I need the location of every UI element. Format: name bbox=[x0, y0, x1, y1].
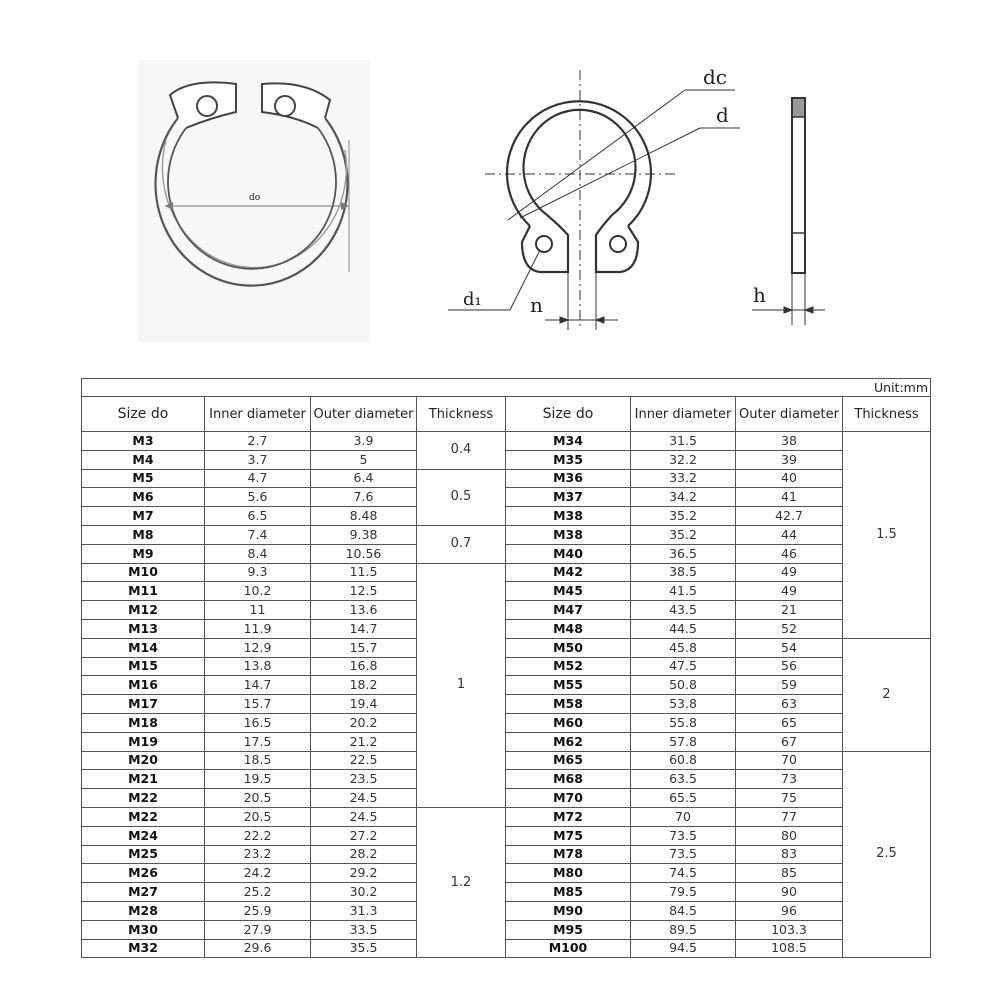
size-cell: M13 bbox=[82, 619, 205, 638]
header-thickness: Thickness bbox=[417, 397, 506, 432]
outer-diameter-cell: 19.4 bbox=[311, 695, 417, 714]
table-row bbox=[82, 920, 931, 939]
inner-diameter-cell: 13.8 bbox=[205, 657, 311, 676]
outer-diameter-cell: 42.7 bbox=[736, 507, 843, 526]
thickness-cell: 0.7 bbox=[417, 525, 506, 563]
table-row bbox=[82, 770, 931, 789]
outer-diameter-cell: 10.56 bbox=[311, 544, 417, 563]
outer-diameter-cell: 90 bbox=[736, 883, 843, 902]
thickness-cell: 2.5 bbox=[843, 751, 931, 958]
table-row bbox=[82, 713, 931, 732]
inner-diameter-cell: 38.5 bbox=[631, 563, 736, 582]
size-cell: M24 bbox=[82, 826, 205, 845]
table-row bbox=[82, 826, 931, 845]
outer-diameter-cell: 46 bbox=[736, 544, 843, 563]
spec-table bbox=[81, 378, 931, 958]
inner-diameter-cell: 32.2 bbox=[631, 450, 736, 469]
size-cell: M11 bbox=[82, 582, 205, 601]
outer-diameter-cell: 15.7 bbox=[311, 638, 417, 657]
inner-diameter-cell: 35.2 bbox=[631, 525, 736, 544]
inner-diameter-cell: 73.5 bbox=[631, 845, 736, 864]
table-row bbox=[82, 638, 931, 657]
inner-diameter-cell: 65.5 bbox=[631, 789, 736, 808]
outer-diameter-cell: 38 bbox=[736, 432, 843, 451]
size-cell: M50 bbox=[506, 638, 631, 657]
table-row bbox=[82, 789, 931, 808]
outer-diameter-cell: 11.5 bbox=[311, 563, 417, 582]
outer-diameter-cell: 24.5 bbox=[311, 789, 417, 808]
outer-diameter-cell: 65 bbox=[736, 713, 843, 732]
outer-diameter-cell: 83 bbox=[736, 845, 843, 864]
inner-diameter-cell: 63.5 bbox=[631, 770, 736, 789]
thickness-cell: 1 bbox=[417, 563, 506, 807]
size-cell: M75 bbox=[506, 826, 631, 845]
size-cell: M16 bbox=[82, 676, 205, 695]
outer-diameter-cell: 21.2 bbox=[311, 732, 417, 751]
outer-diameter-cell: 49 bbox=[736, 582, 843, 601]
inner-diameter-cell: 6.5 bbox=[205, 507, 311, 526]
inner-diameter-cell: 23.2 bbox=[205, 845, 311, 864]
inner-diameter-cell: 15.7 bbox=[205, 695, 311, 714]
outer-diameter-cell: 44 bbox=[736, 525, 843, 544]
outer-diameter-cell: 75 bbox=[736, 789, 843, 808]
table-row bbox=[82, 450, 931, 469]
table-row bbox=[82, 845, 931, 864]
outer-diameter-cell: 8.48 bbox=[311, 507, 417, 526]
size-cell: M65 bbox=[506, 751, 631, 770]
outer-diameter-cell: 35.5 bbox=[311, 939, 417, 958]
header-size: Size do bbox=[82, 397, 205, 432]
table-row bbox=[82, 601, 931, 620]
outer-diameter-cell: 23.5 bbox=[311, 770, 417, 789]
header-inner-diameter: Inner diameter bbox=[631, 397, 736, 432]
inner-diameter-cell: 94.5 bbox=[631, 939, 736, 958]
circlip-front-view bbox=[448, 70, 740, 330]
header-row bbox=[82, 397, 931, 432]
size-cell: M12 bbox=[82, 601, 205, 620]
outer-diameter-cell: 30.2 bbox=[311, 883, 417, 902]
size-cell: M21 bbox=[82, 770, 205, 789]
size-cell: M85 bbox=[506, 883, 631, 902]
thickness-cell: 0.5 bbox=[417, 469, 506, 525]
size-cell: M3 bbox=[82, 432, 205, 451]
inner-diameter-cell: 7.4 bbox=[205, 525, 311, 544]
outer-diameter-cell: 9.38 bbox=[311, 525, 417, 544]
inner-diameter-cell: 89.5 bbox=[631, 920, 736, 939]
table-row bbox=[82, 883, 931, 902]
inner-diameter-cell: 12.9 bbox=[205, 638, 311, 657]
inner-diameter-cell: 3.7 bbox=[205, 450, 311, 469]
outer-diameter-cell: 18.2 bbox=[311, 676, 417, 695]
table-row bbox=[82, 751, 931, 770]
size-cell: M10 bbox=[82, 563, 205, 582]
size-cell: M18 bbox=[82, 713, 205, 732]
outer-diameter-cell: 27.2 bbox=[311, 826, 417, 845]
outer-diameter-cell: 77 bbox=[736, 807, 843, 826]
size-cell: M14 bbox=[82, 638, 205, 657]
size-cell: M35 bbox=[506, 450, 631, 469]
outer-diameter-cell: 41 bbox=[736, 488, 843, 507]
outer-diameter-cell: 39 bbox=[736, 450, 843, 469]
outer-diameter-cell: 6.4 bbox=[311, 469, 417, 488]
table-row bbox=[82, 563, 931, 582]
size-cell: M28 bbox=[82, 901, 205, 920]
size-cell: M47 bbox=[506, 601, 631, 620]
n-label: n bbox=[530, 293, 543, 317]
size-cell: M17 bbox=[82, 695, 205, 714]
table-row bbox=[82, 582, 931, 601]
inner-diameter-cell: 17.5 bbox=[205, 732, 311, 751]
size-cell: M68 bbox=[506, 770, 631, 789]
size-cell: M45 bbox=[506, 582, 631, 601]
inner-diameter-cell: 27.9 bbox=[205, 920, 311, 939]
size-cell: M70 bbox=[506, 789, 631, 808]
inner-diameter-cell: 45.8 bbox=[631, 638, 736, 657]
inner-diameter-cell: 50.8 bbox=[631, 676, 736, 695]
outer-diameter-cell: 21 bbox=[736, 601, 843, 620]
inner-diameter-cell: 24.2 bbox=[205, 864, 311, 883]
size-cell: M95 bbox=[506, 920, 631, 939]
dc-label: dc bbox=[703, 65, 728, 89]
outer-diameter-cell: 5 bbox=[311, 450, 417, 469]
outer-diameter-cell: 103.3 bbox=[736, 920, 843, 939]
inner-diameter-cell: 43.5 bbox=[631, 601, 736, 620]
inner-diameter-cell: 74.5 bbox=[631, 864, 736, 883]
inner-diameter-cell: 73.5 bbox=[631, 826, 736, 845]
table-row bbox=[82, 488, 931, 507]
inner-diameter-cell: 20.5 bbox=[205, 789, 311, 808]
header-size: Size do bbox=[506, 397, 631, 432]
ring-diagrams bbox=[0, 0, 1000, 360]
inner-diameter-cell: 55.8 bbox=[631, 713, 736, 732]
outer-diameter-cell: 56 bbox=[736, 657, 843, 676]
outer-diameter-cell: 40 bbox=[736, 469, 843, 488]
table-row bbox=[82, 864, 931, 883]
inner-diameter-cell: 14.7 bbox=[205, 676, 311, 695]
inner-diameter-cell: 10.2 bbox=[205, 582, 311, 601]
do-label: do bbox=[249, 193, 261, 203]
outer-diameter-cell: 33.5 bbox=[311, 920, 417, 939]
d-label: d bbox=[716, 103, 729, 127]
outer-diameter-cell: 24.5 bbox=[311, 807, 417, 826]
size-cell: M7 bbox=[82, 507, 205, 526]
inner-diameter-cell: 53.8 bbox=[631, 695, 736, 714]
table-row bbox=[82, 507, 931, 526]
header-outer-diameter: Outer diameter bbox=[311, 397, 417, 432]
table-row bbox=[82, 901, 931, 920]
table-row bbox=[82, 695, 931, 714]
size-cell: M4 bbox=[82, 450, 205, 469]
thickness-cell: 1.5 bbox=[843, 432, 931, 639]
size-cell: M36 bbox=[506, 469, 631, 488]
inner-diameter-cell: 8.4 bbox=[205, 544, 311, 563]
size-cell: M78 bbox=[506, 845, 631, 864]
inner-diameter-cell: 47.5 bbox=[631, 657, 736, 676]
size-cell: M58 bbox=[506, 695, 631, 714]
circlip-perspective-drawing bbox=[138, 60, 370, 342]
size-cell: M22 bbox=[82, 789, 205, 808]
size-cell: M27 bbox=[82, 883, 205, 902]
outer-diameter-cell: 29.2 bbox=[311, 864, 417, 883]
size-cell: M90 bbox=[506, 901, 631, 920]
outer-diameter-cell: 7.6 bbox=[311, 488, 417, 507]
inner-diameter-cell: 60.8 bbox=[631, 751, 736, 770]
size-cell: M52 bbox=[506, 657, 631, 676]
size-cell: M8 bbox=[82, 525, 205, 544]
size-cell: M34 bbox=[506, 432, 631, 451]
inner-diameter-cell: 25.9 bbox=[205, 901, 311, 920]
inner-diameter-cell: 4.7 bbox=[205, 469, 311, 488]
outer-diameter-cell: 70 bbox=[736, 751, 843, 770]
h-label: h bbox=[753, 283, 766, 307]
size-cell: M32 bbox=[82, 939, 205, 958]
size-cell: M15 bbox=[82, 657, 205, 676]
size-cell: M55 bbox=[506, 676, 631, 695]
outer-diameter-cell: 16.8 bbox=[311, 657, 417, 676]
table-row bbox=[82, 619, 931, 638]
size-cell: M6 bbox=[82, 488, 205, 507]
size-cell: M60 bbox=[506, 713, 631, 732]
size-cell: M80 bbox=[506, 864, 631, 883]
d1-label: d₁ bbox=[463, 289, 482, 310]
size-cell: M9 bbox=[82, 544, 205, 563]
outer-diameter-cell: 20.2 bbox=[311, 713, 417, 732]
table-row bbox=[82, 544, 931, 563]
inner-diameter-cell: 16.5 bbox=[205, 713, 311, 732]
thickness-cell: 2 bbox=[843, 638, 931, 751]
size-cell: M37 bbox=[506, 488, 631, 507]
inner-diameter-cell: 31.5 bbox=[631, 432, 736, 451]
outer-diameter-cell: 108.5 bbox=[736, 939, 843, 958]
inner-diameter-cell: 33.2 bbox=[631, 469, 736, 488]
outer-diameter-cell: 52 bbox=[736, 619, 843, 638]
table-row bbox=[82, 939, 931, 958]
inner-diameter-cell: 25.2 bbox=[205, 883, 311, 902]
size-cell: M25 bbox=[82, 845, 205, 864]
header-thickness: Thickness bbox=[843, 397, 931, 432]
size-cell: M38 bbox=[506, 525, 631, 544]
table-row bbox=[82, 525, 931, 544]
size-cell: M20 bbox=[82, 751, 205, 770]
size-cell: M40 bbox=[506, 544, 631, 563]
inner-diameter-cell: 19.5 bbox=[205, 770, 311, 789]
size-cell: M62 bbox=[506, 732, 631, 751]
outer-diameter-cell: 13.6 bbox=[311, 601, 417, 620]
outer-diameter-cell: 73 bbox=[736, 770, 843, 789]
table-row bbox=[82, 432, 931, 451]
outer-diameter-cell: 22.5 bbox=[311, 751, 417, 770]
size-cell: M100 bbox=[506, 939, 631, 958]
inner-diameter-cell: 34.2 bbox=[631, 488, 736, 507]
table-row bbox=[82, 807, 931, 826]
unit-label: Unit:mm bbox=[82, 379, 931, 397]
outer-diameter-cell: 63 bbox=[736, 695, 843, 714]
outer-diameter-cell: 3.9 bbox=[311, 432, 417, 451]
inner-diameter-cell: 22.2 bbox=[205, 826, 311, 845]
outer-diameter-cell: 54 bbox=[736, 638, 843, 657]
outer-diameter-cell: 80 bbox=[736, 826, 843, 845]
size-cell: M42 bbox=[506, 563, 631, 582]
outer-diameter-cell: 28.2 bbox=[311, 845, 417, 864]
size-cell: M38 bbox=[506, 507, 631, 526]
inner-diameter-cell: 18.5 bbox=[205, 751, 311, 770]
header-outer-diameter: Outer diameter bbox=[736, 397, 843, 432]
table-row bbox=[82, 469, 931, 488]
size-cell: M19 bbox=[82, 732, 205, 751]
header-inner-diameter: Inner diameter bbox=[205, 397, 311, 432]
inner-diameter-cell: 70 bbox=[631, 807, 736, 826]
inner-diameter-cell: 35.2 bbox=[631, 507, 736, 526]
table-row bbox=[82, 732, 931, 751]
outer-diameter-cell: 59 bbox=[736, 676, 843, 695]
table-row bbox=[82, 676, 931, 695]
outer-diameter-cell: 85 bbox=[736, 864, 843, 883]
inner-diameter-cell: 79.5 bbox=[631, 883, 736, 902]
size-cell: M48 bbox=[506, 619, 631, 638]
inner-diameter-cell: 29.6 bbox=[205, 939, 311, 958]
size-cell: M26 bbox=[82, 864, 205, 883]
inner-diameter-cell: 2.7 bbox=[205, 432, 311, 451]
size-cell: M30 bbox=[82, 920, 205, 939]
outer-diameter-cell: 67 bbox=[736, 732, 843, 751]
inner-diameter-cell: 57.8 bbox=[631, 732, 736, 751]
inner-diameter-cell: 20.5 bbox=[205, 807, 311, 826]
outer-diameter-cell: 49 bbox=[736, 563, 843, 582]
table-row bbox=[82, 657, 931, 676]
thickness-cell: 1.2 bbox=[417, 807, 506, 957]
outer-diameter-cell: 12.5 bbox=[311, 582, 417, 601]
inner-diameter-cell: 9.3 bbox=[205, 563, 311, 582]
size-cell: M22 bbox=[82, 807, 205, 826]
size-cell: M5 bbox=[82, 469, 205, 488]
inner-diameter-cell: 11.9 bbox=[205, 619, 311, 638]
inner-diameter-cell: 11 bbox=[205, 601, 311, 620]
inner-diameter-cell: 36.5 bbox=[631, 544, 736, 563]
thickness-cell: 0.4 bbox=[417, 432, 506, 470]
size-cell: M72 bbox=[506, 807, 631, 826]
outer-diameter-cell: 14.7 bbox=[311, 619, 417, 638]
outer-diameter-cell: 96 bbox=[736, 901, 843, 920]
inner-diameter-cell: 41.5 bbox=[631, 582, 736, 601]
inner-diameter-cell: 44.5 bbox=[631, 619, 736, 638]
inner-diameter-cell: 84.5 bbox=[631, 901, 736, 920]
outer-diameter-cell: 31.3 bbox=[311, 901, 417, 920]
inner-diameter-cell: 5.6 bbox=[205, 488, 311, 507]
